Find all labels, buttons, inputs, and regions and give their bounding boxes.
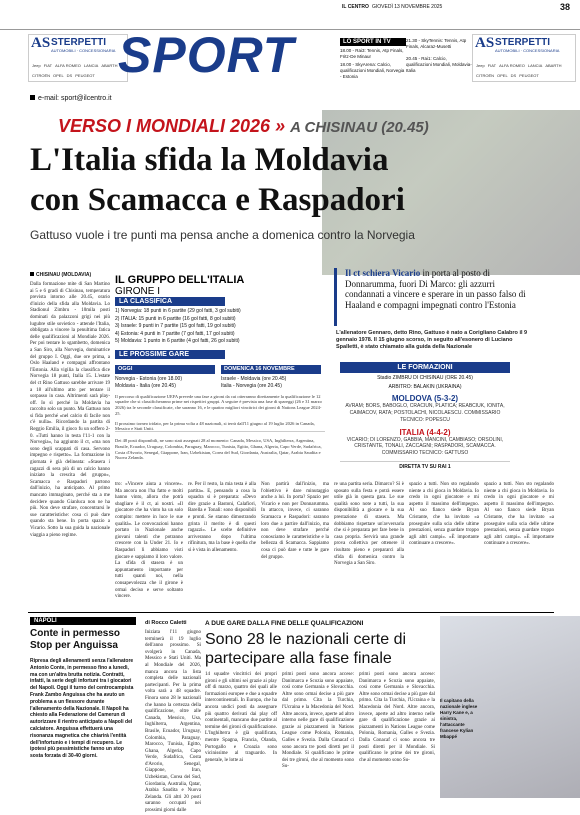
article-column-2: tro: «Vincere aiuta a vincere». Ma ancora non l'ha fatto e molti hanno vinto, allora che potrà sbagliare è il ct, ai nostri. «Il giocatore che ha vinto ha un solo compito: mettere in luce le sue qualità». Le convocazioni hanno portato in Nazionale anche giovani talenti che potranno crescere con la Under 21. Io e Raspadori li abbiamo visti giocare e sappiamo il loro valore. La sfida di stasera è un appuntamento importante per tutti quanti noi, nella consapevolezza che il girone è ormai deciso e serve soltanto vincere. — [115, 482, 183, 600]
square-bullet-icon — [30, 95, 35, 100]
article-column-6: spazio a tutti. Non sto regalando niente a chi gioca in Moldavia. Io credo in ogni giocatore e mi aspetto il massimo dell'impegno. Al suo fianco siede Bryan Cristante, che ha invitato «a proseguire sulla scia delle ultime prestazioni, senza guardare troppo agli altri campi». «È importante continuare a crescere». — [409, 482, 479, 547]
article-column-1: Dalla formazione mite di San Martino ai 5 e 6 gradi di Chisinau, temperatura prevista intorno alle 20.45, orario d'inizio della sfida alla Moldavia. Lo Stadionul Zimbru - 10mila posti dominati da palazzoni grigi nei più lugubre stile sovietico - attende l'Italia, obbligata a vincere la penultima fatica delle qualificazioni al Mondiale 2026. Per poi tentare lo sgambetto, domenica a San Siro, alla Norvegia, dominatrice del gruppo I. Oggi, due ore prima, a Oslo Haaland e compagni affrontano l'Estonia. Alla vigilia la classifica dice Norvegia 18 punti, Italia 15. L'estate del ct Rino Gattuso sarebbe arrivare 19 a 18 all'ultimo atto per tentare il sorpasso in casa. Altrimenti sarà play-off. Io sì perché la Moldavia ha raccolto solo un punto. Ma Gattuso non si fida perché «nel calcio di facile non c'è nulla». Ricordando la partita di Reggio Emilia, il gioco fu un soffero 2-0. «Tutti hanno in testa l'11-1 con la Norvegia», ha aggiunto il ct, «ma non sono degli scappati di casa. Servono impegno e rispetto». La formazione in giornata è già delineata: «Stasera i ragazzi di sera più di un calcio hanno iniziato la crescita del gruppo», Scamacca e Raspadori partono dall'inizio, ha anticipato. Al primo mancato immaginato, perché sta a me decidere quando Gianluca non ne ha più. Non deve strafare, concentrarsi le sue caratteristiche: cosa ci può dare quando sta bene. In porta spazio a Vicario. Sotto la sua guida la nazionale viaggia a pieno regime. — [30, 282, 110, 538]
dateline: CHISINAU (MOLDAVIA) — [30, 272, 91, 278]
qualified-teams-note: Dei 48 posti disponibili, ne sono stati assegnati 28 al momento: Canada, Messico, USA, Inghilterra, Argentina, Brasile, Ecuador, Uruguay, Colombia, Paraguay, Marocco, Tunisia, Egitto, Ghana, Algeria, Capo Verde, Sudafrica, Costa d'Avorio, Senegal, Giappone, Iran, Uzbekistan, Corea del Sud, Giordania, Australia, Qatar, Arabia Saudita e Nuova Zelanda. — [115, 438, 322, 461]
lineups-header: LE FORMAZIONI — [340, 362, 510, 373]
page-number: 38 — [560, 2, 571, 12]
newspaper-brand: IL CENTRO — [342, 4, 369, 10]
sponsor-name: STERPETTI — [51, 37, 107, 48]
article-column-7: spazio a tutti. Non sto regalando niente a chi gioca in Moldavia. Io credo in ogni giocatore e mi aspetto il massimo dell'impegno. Al suo fianco siede Bryan Cristante, che ha invitato «a proseguire sulla scia delle ultime prestazioni, senza guardare troppo agli altri campi». «È importante continuare a crescere». — [484, 482, 554, 547]
group-infobox — [115, 274, 325, 432]
tv-item: 18.00 - SkyArena: Calcio, qualificazioni Mondiali, Norvegia - Estonia — [340, 62, 405, 79]
tv-listings — [340, 38, 470, 86]
article-column-3: re. Per il resto, la mia testa è alla partita». E, pensando a cosa la squadra si è preparata: «Devo dire grazie a Bastoni, Calafiori, Barella e Tonali: sono disponibili e pronti. Se stanno dimostrando grinta il merito è di questi ragazzi». Le scelte definitive arriveranno dopo l'ultima rifinitura, ma la base è quella che si è vista in allenamento. — [188, 482, 256, 553]
tv-item: 20.45 - Rai1: Calcio, qualificazioni Mondiali, Moldavia-Italia — [406, 56, 472, 73]
standings-list — [115, 308, 325, 346]
issue-date: GIOVEDÌ 13 NOVEMBRE 2025 — [372, 4, 443, 10]
today-header: OGGI — [115, 365, 215, 374]
group-title: IL GRUPPO DELL'ITALIA — [115, 274, 245, 286]
standings-row: 1) Norvegia: 18 punti in 6 partite (29 gol fatti, 3 gol subiti) — [115, 308, 241, 314]
italy-lineup: VICARIO; DI LORENZO, GABBIA, MANCINI, CAMBIASO; ORSOLINI, CRISTANTE, TONALI, ZACCAGNI; RASPADORI, SCAMACCA. COMMISSARIO TECNICO: GATTUSO — [346, 436, 504, 457]
qualification-note: Il percorso di qualificazione UEFA prevede una fase a gironi da cui otterranno direttamente la qualificazione le 12 squadre che si classificheranno prime nei rispettivi gruppi. A seguire è prevista una fase di spareggi (26 e 31 marzo 2026) tra le seconde classificate, che saranno 16, e le quattro migliori vincitrici dei gironi di Nations League 2024-25. — [115, 393, 322, 416]
standings-row: 2) ITALIA: 15 punti in 6 partite (16 gol fatti, 8 gol subiti) — [115, 315, 236, 322]
lower-title: Sono 28 le nazionali certe di partecipare alla fase finale — [205, 631, 407, 667]
match-row: Norvegia - Estonia (ore 18.00) — [115, 375, 182, 382]
standings-header: LA CLASSIFICA — [115, 297, 225, 306]
tv-item: 21.30 - SkyTennis: Tennis, Atp Finals, Alcaraz-Musetti — [406, 38, 467, 49]
lower-column-2: 14 squadre vincitrici dei propri gironi e gli ultimi sei grazie ai play off di marzo, quattro dei quali alle formazioni europee e due a squadre intercontinentali. In Europa, che ha ancora undici posti da assegnare più quattro derivati dai play off continentali, mancano due partite al termine dei gironi di qualificazione. L'Inghilterra è già qualificata, mentre Spagna, Francia, Olanda, Portogallo e Croazia sono vicinissime al traguardo. In generale, le lotte ai — [205, 672, 277, 763]
tv-broadcast: DIRETTA TV SU RAI 1 — [340, 461, 510, 470]
photo-caption: Il capitano della nazionale inglese Harry Kane e, a sinistra, l'attaccante francese Kylian Mbappé — [440, 698, 478, 739]
sponsor-brands: Jeep FIAT ALFA ROMEO LANCIA ABARTH CITROËN OPEL DS PEUGEOT — [32, 63, 118, 78]
lower-kicker: A DUE GARE DALLA FINE DELLE QUALIFICAZIONI — [205, 620, 364, 627]
sunday-header: DOMENICA 16 NOVEMBRE — [221, 365, 321, 374]
square-bullet-icon — [30, 272, 34, 276]
tournament-note: Il prossimo torneo iridato, per la prima volta a 48 nazionali, si terrà dall'11 giugno al 19 luglio 2026 in Canada, Messico e Stati Uniti. — [115, 420, 315, 432]
match-row: Moldavia - Italia (ore 20.45) — [115, 382, 176, 389]
napoli-body: Ripresa degli allenamenti senza l'allenatore Antonio Conte, in permesso fino a lunedì, ma con un'altra brutta notizia. Contratti, infatti, la serie degli infortuni tra i giocatori del Napoli. Oggi il turno del centrocampista Frank Zambo Anguissa che ha avuto un problema a un flessore durante l'allenamento della Nazionale. Il Napoli ha chiesto alla Federazione del Camerun di autorizzare il rientro anticipato a Napoli del calciatore. Anguissa effettuerà una risonanza magnetica che chiarirà l'entità dell'infortunio e i tempi di recupero. Le ipotesi più pessimistiche fanno un stop sosta forzata di 30-40 giorni. — [30, 658, 134, 760]
byline: di Rocco Caletti — [145, 620, 187, 626]
next-matches — [115, 365, 325, 390]
article-column-5: re una partita seria. Dimarco? Sì è sposato sulla festa e potrà essere utile già in questa gara. Le sue qualità sono note a tutti, la sua disponibilità a giocare e la sua prestazione di stasera. Ma dobbiamo rispettare un'avversaria che si è preparata per fare bene in casa propria. Servirà una grande prova collettiva per ottenere il risultato pieno e prepararci alla sfida di domenica contro la Norvegia a San Siro. — [334, 482, 404, 567]
group-girone: GIRONE I — [115, 286, 161, 297]
sponsor-brands: Jeep FIAT ALFA ROMEO LANCIA ABARTH CITROËN OPEL DS PEUGEOT — [476, 63, 562, 78]
article-column-4: Non partirà dall'inizio, ma l'obiettivo è dare minutaggio anche a lui. In porta? Spazio per Vicario e non per Donnarumma. In attacco, invece, ci saranno Scamacca e Raspadori: saranno loro due a partire dall'inizio, ma non deve strafare perché conosciamo le caratteristiche e la bellezza di Scamacca. Sappiamo cosa ci può dare e tutte le gare del gruppo. — [261, 482, 329, 560]
sponsor-name: STERPETTI — [495, 37, 551, 48]
tv-header: LO SPORT IN TV — [340, 38, 406, 46]
lower-column-3: primi posti sono ancora accese: Danimarca e Scozia sono appaiate, così come Germania e Slovacchia. Altre sono ormai decise a più gare dal primo. Cita la Turchia, l'Ucraina e la Macedonia del Nord. Altre ancora, invece, aperte ad altro interno nelle gare di qualificazione grazie ai piazzamenti in Nations League come Polonia, Romania, Galles e Svezia. Dalla Conacaf ci sono ancora tre posti diretti per il Mondiale. Si qualificano le prime dei tre gironi, che al momento sono Su- — [282, 672, 354, 770]
next-matches-header: LE PROSSIME GARE — [115, 350, 225, 359]
match-row: Italia - Norvegia (ore 20.45) — [221, 382, 282, 389]
section-title: SPORT — [118, 27, 295, 83]
sponsor-sub: AUTOMOBILI · CONCESSIONARIA — [495, 48, 560, 53]
contact-email[interactable]: e-mail: sport@ilcentro.it — [30, 95, 112, 102]
sponsor-ad-left[interactable] — [28, 34, 128, 82]
sponsor-logo: AS — [475, 35, 495, 51]
sponsor-logo: AS — [31, 35, 51, 51]
tv-item: 18.00 - Rai3: Tennis, Atp Finals, Fritz-De Minaur — [340, 48, 404, 59]
lineups-box — [340, 362, 510, 470]
sponsor-sub: AUTOMOBILI · CONCESSIONARIA — [51, 48, 116, 53]
match-row: Israele - Moldavia (ore 20.45) — [221, 375, 287, 382]
coach-caption: L'allenatore Gennaro, detto Rino, Gattuso è nato a Corigliano Calabro il 9 gennaio 1978. Il 15 giugno scorso, in seguito all'esonero di Luciano Spalletti, è stato chiamato alla guida della Nazionale — [336, 330, 528, 350]
sponsor-ad-right[interactable] — [472, 34, 576, 82]
article-kicker: VERSO I MONDIALI 2026 » A CHISINAU (20.45) — [58, 116, 429, 136]
moldova-header: MOLDOVA (5-3-2) — [391, 394, 459, 404]
standings-row: 5) Moldavia: 1 punto in 6 partite (4 gol fatti, 26 gol subiti) — [115, 338, 240, 344]
standings-row: 4) Estonia: 4 punti in 7 partite (7 gol fatti, 17 gol subiti) — [115, 330, 235, 337]
pull-quote: Il ct schiera Vicario in porta al posto di Donnarumma, fuori Di Marco: gli azzurri condannati a vincere e sperare in un passo falso di Haaland e compagni impegnati contro l'Estonia — [334, 268, 529, 326]
napoli-band: NAPOLI — [30, 617, 136, 625]
section-divider — [28, 612, 554, 613]
moldova-lineup: AVRAM; BORS, BABOGLO, CRACIUN, PLATICA; REABCIUK, IONITA, CAIMACOV, RATA; POSTOLACHI, NICOLAESCU. COMMISSARIO TECNICO: POPESCU — [345, 403, 505, 423]
standings-row: 3) Israele: 9 punti in 7 partite (15 gol fatti, 19 gol subiti) — [115, 323, 236, 329]
article-headline: L'Italia sfida la Moldavia con Scamacca e Raspadori — [30, 142, 405, 218]
venue: Stadio ZIMBRU DI CHISINAU (ORE 20.45) — [377, 375, 473, 381]
referee: ARBITRO: BALAKIN (UKRAINA) — [388, 383, 462, 390]
napoli-title: Conte in permesso Stop per Anguissa — [30, 628, 121, 651]
lower-column-1: Iniziata l'11 giugno terminerà il 19 luglio dell'anno prossimo. Si svolgerà in Canada, Messico e Stati Uniti. Ma al Mondiale del 2026, manca ancora la lista completa delle nazionali partecipanti. Per la prima volta sarà a 48 squadre. Finora sono 28 le nazionali che hanno la certezza della qualificazione, oltre alle Canada, Messico, Usa, Inghilterra, Argentina, Brasile, Ecuador, Uruguay, Colombia, Paraguay, Marocco, Tunisia, Egitto, Ghana, Algeria, Capo Verde, Sudafrica, Costa d'Avorio, Senegal, Giappone, Iran, Uzbekistan, Corea del Sud, Giordania, Australia, Qatar, Arabia Saudita e Nuova Zelanda. Gli altri 20 posti saranno occupati nei prossimi giorni dalle — [145, 630, 201, 814]
italy-header: ITALIA (4-4-2) — [399, 427, 451, 437]
lower-column-4: primi posti sono ancora accese: Danimarca e Scozia sono appaiate, così come Germania e Slovacchia. Altre sono ormai decise a più gare dal primo. Cita la Turchia, l'Ucraina e la Macedonia del Nord. Altre ancora, invece, aperte ad altro interno nelle gare di qualificazione grazie ai piazzamenti in Nations League come Polonia, Romania, Galles e Svezia. Dalla Conacaf ci sono ancora tre posti diretti per il Mondiale. Si qualificano le prime dei tre gironi, che al momento sono Su- — [359, 672, 435, 763]
article-deck: Gattuso vuole i tre punti ma pensa anche a domenica contro la Norvegia — [30, 228, 415, 242]
